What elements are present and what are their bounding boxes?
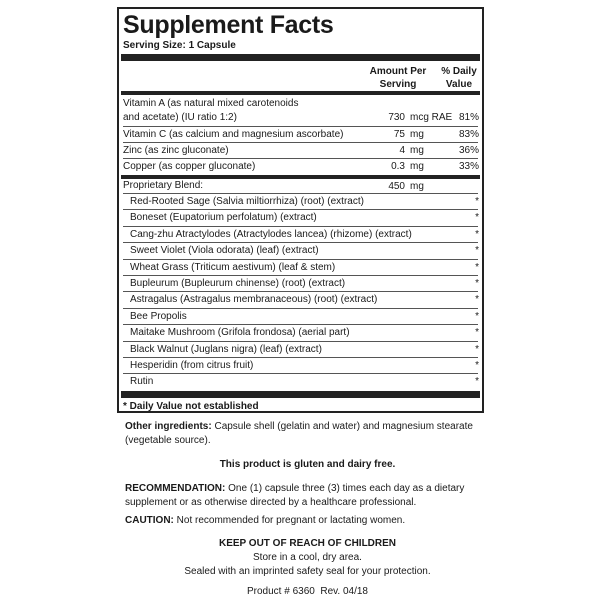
amount-header-line1: Amount Per [369, 66, 427, 77]
nutrient-name: Copper (as copper gluconate) [123, 161, 256, 172]
nutrient-row-vitamin-c [123, 127, 478, 143]
ingredient-row [123, 260, 478, 276]
nutrient-dv: 36% [458, 145, 479, 156]
nutrient-amount: 4 [399, 145, 405, 156]
dv-header-line1: % Daily [441, 66, 477, 77]
amount-header-line2: Serving [379, 79, 417, 90]
other-ingredients-label: Other ingredients: [125, 421, 212, 432]
amount-per-serving-header [367, 65, 429, 91]
ingredient-row [123, 309, 478, 325]
caution-text: Not recommended for pregnant or lactating women. [173, 515, 406, 526]
ingredient-dv: * [475, 294, 479, 306]
recommendation-label: RECOMMENDATION: [125, 483, 226, 494]
nutrient-unit: mg [410, 129, 424, 140]
nutrient-dv: 83% [458, 129, 479, 140]
ingredient-name: Hesperidin (from citrus fruit) [130, 359, 254, 371]
ingredient-row [123, 210, 478, 226]
storage-note: Store in a cool, dry area. [253, 552, 362, 563]
nutrient-row-copper [123, 159, 478, 175]
ingredient-dv: * [475, 245, 479, 257]
nutrient-unit: mg [410, 161, 424, 172]
panel-title: Supplement Facts [123, 11, 334, 39]
dv-header-line2: Value [445, 79, 473, 90]
ingredient-name: Wheat Grass (Triticum aestivum) (leaf & stem) [130, 261, 336, 273]
other-ingredients [125, 420, 490, 448]
ingredient-name: Cang-zhu Atractylodes (Atractylodes lancea) (rhizome) (extract) [130, 228, 412, 240]
daily-value-header [437, 65, 481, 91]
nutrient-row-zinc [123, 143, 478, 159]
product-info: Product # 6360 Rev. 04/18 [246, 586, 368, 597]
footnote: * Daily Value not established [123, 400, 259, 412]
ingredient-name: Red-Rooted Sage (Salvia miltiorrhiza) (root) (extract) [130, 196, 364, 207]
blend-unit: mg [410, 181, 424, 192]
nutrient-amount: 730 [388, 112, 405, 123]
ingredient-row [123, 276, 478, 292]
ingredient-name: Boneset (Eupatorium perfolatum) (extract) [130, 212, 317, 224]
ingredient-dv: * [475, 327, 479, 339]
nutrient-name: Zinc (as zinc gluconate) [123, 145, 229, 156]
keep-out-warning: KEEP OUT OF REACH OF CHILDREN [218, 538, 397, 549]
ingredient-row [123, 227, 478, 243]
gluten-dairy-note: This product is gluten and dairy free. [219, 459, 396, 470]
divider-thick [121, 391, 480, 398]
ingredient-dv: * [475, 228, 479, 240]
ingredient-row [123, 374, 478, 390]
ingredient-name: Sweet Violet (Viola odorata) (leaf) (extract) [130, 245, 319, 257]
ingredient-name: Maitake Mushroom (Grifola frondosa) (aerial part) [130, 327, 350, 339]
nutrient-name-line1: Vitamin A (as natural mixed carotenoids [123, 98, 299, 109]
ingredient-dv: * [475, 359, 479, 371]
ingredient-row [123, 292, 478, 308]
supplement-facts-panel [117, 7, 484, 413]
recommendation [125, 482, 490, 510]
nutrient-unit: mcg RAE [410, 112, 453, 123]
ingredient-row [123, 358, 478, 374]
ingredient-name: Bupleurum (Bupleurum chinense) (root) (extract) [130, 277, 346, 289]
ingredient-row [123, 342, 478, 358]
proprietary-blend-row [123, 179, 478, 194]
column-header [123, 61, 478, 91]
caution-label: CAUTION: [125, 515, 174, 526]
nutrient-name: Vitamin C (as calcium and magnesium ascorbate) [123, 129, 344, 140]
ingredient-name: Black Walnut (Juglans nigra) (leaf) (extract) [130, 343, 322, 355]
recommendation-text: One (1) capsule three (3) times each day as a dietary supplement or as otherwise directed by a healthcare professional. [125, 483, 465, 508]
ingredient-dv: * [475, 212, 479, 224]
ingredient-row [123, 325, 478, 341]
ingredient-dv: * [475, 310, 479, 322]
nutrient-amount: 0.3 [391, 161, 405, 172]
other-ingredients-text: Capsule shell (gelatin and water) and magnesium stearate (vegetable source). [125, 421, 473, 446]
nutrient-unit: mg [410, 145, 424, 156]
divider-thick [121, 54, 480, 61]
blend-name: Proprietary Blend: [123, 180, 204, 191]
nutrient-row-vitamin-a [123, 95, 478, 127]
ingredient-dv: * [475, 376, 479, 388]
ingredient-dv: * [475, 277, 479, 289]
nutrient-name-line2: and acetate) (IU ratio 1:2) [123, 112, 237, 123]
ingredient-name: Rutin [130, 376, 154, 388]
nutrient-dv: 33% [458, 161, 479, 172]
ingredient-dv: * [475, 343, 479, 355]
blend-amount: 450 [388, 181, 405, 192]
nutrient-amount: 75 [393, 129, 405, 140]
ingredient-dv: * [475, 261, 479, 273]
safety-seal-note: Sealed with an imprinted safety seal for your protection. [184, 566, 431, 577]
ingredient-dv: * [475, 196, 479, 207]
nutrient-dv: 81% [458, 112, 479, 123]
ingredient-name: Bee Propolis [130, 310, 187, 322]
serving-size: Serving Size: 1 Capsule [123, 40, 236, 51]
ingredient-row [123, 243, 478, 259]
caution [125, 514, 490, 528]
ingredient-name: Astragalus (Astragalus membranaceous) (root) (extract) [130, 294, 378, 306]
ingredient-row [123, 194, 478, 210]
